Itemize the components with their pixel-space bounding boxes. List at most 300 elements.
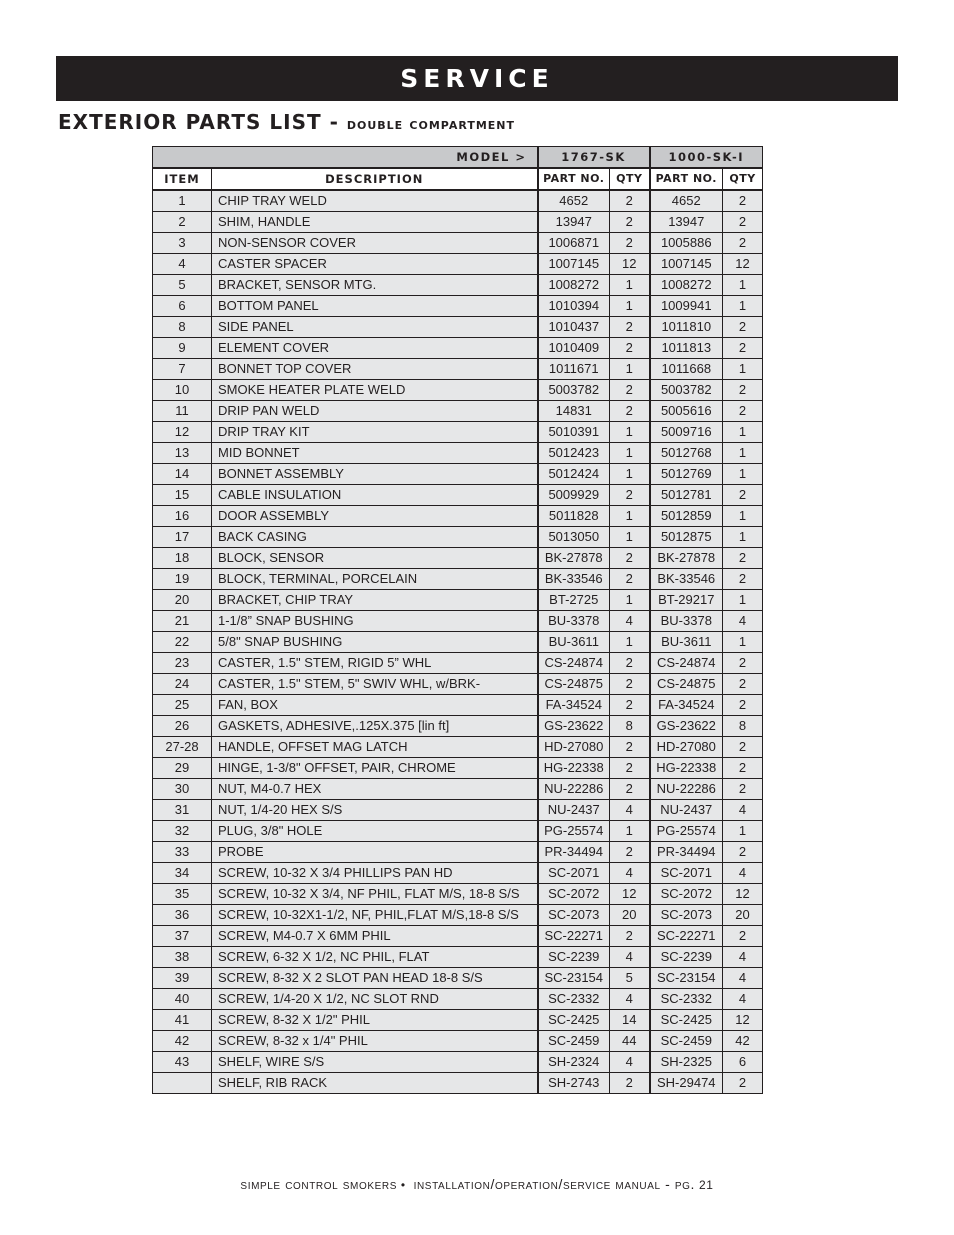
item-number: 14 (153, 464, 212, 485)
part-qty: 42 (723, 1031, 763, 1052)
column-header: QTY (723, 168, 763, 190)
part-qty: 1 (610, 359, 650, 380)
item-number: 30 (153, 779, 212, 800)
table-row (153, 884, 763, 905)
part-description: DRIP PAN WELD (212, 401, 538, 422)
table-row (153, 527, 763, 548)
part-qty: 5 (610, 968, 650, 989)
table-row (153, 779, 763, 800)
table-row (153, 464, 763, 485)
part-description: CHIP TRAY WELD (212, 190, 538, 212)
part-qty: 8 (723, 716, 763, 737)
part-number: SC-2073 (650, 905, 723, 926)
item-number: 36 (153, 905, 212, 926)
part-number: SC-2071 (650, 863, 723, 884)
part-number: SC-2459 (538, 1031, 610, 1052)
table-row (153, 632, 763, 653)
part-qty: 1 (610, 506, 650, 527)
part-qty: 2 (723, 569, 763, 590)
item-number: 13 (153, 443, 212, 464)
part-qty: 2 (610, 758, 650, 779)
column-header: QTY (610, 168, 650, 190)
part-number: SC-2239 (650, 947, 723, 968)
table-row (153, 569, 763, 590)
part-number: SH-29474 (650, 1073, 723, 1094)
part-number: NU-22286 (650, 779, 723, 800)
part-number: 1011668 (650, 359, 723, 380)
part-number: 5011828 (538, 506, 610, 527)
part-number: 1008272 (650, 275, 723, 296)
part-description: GASKETS, ADHESIVE,.125X.375 [lin ft] (212, 716, 538, 737)
part-number: PG-25574 (650, 821, 723, 842)
table-row (153, 317, 763, 338)
part-qty: 4 (610, 947, 650, 968)
footer-manual-subtitle: installation/operation/service manual - pg. (413, 1176, 696, 1192)
part-number: SC-2239 (538, 947, 610, 968)
item-number: 42 (153, 1031, 212, 1052)
part-qty: 2 (723, 317, 763, 338)
part-qty: 12 (610, 254, 650, 275)
part-qty: 1 (610, 443, 650, 464)
part-number: 1010394 (538, 296, 610, 317)
part-qty: 2 (610, 317, 650, 338)
part-qty: 2 (610, 1073, 650, 1094)
table-row (153, 443, 763, 464)
part-number: FA-34524 (538, 695, 610, 716)
part-number: 5012781 (650, 485, 723, 506)
footer-manual-title: simple control smokers (240, 1176, 397, 1192)
part-number: 1010409 (538, 338, 610, 359)
table-row (153, 590, 763, 611)
part-number: GS-23622 (538, 716, 610, 737)
item-number: 35 (153, 884, 212, 905)
parts-table-body (153, 190, 763, 1094)
part-qty: 1 (723, 590, 763, 611)
part-qty: 4 (723, 989, 763, 1010)
part-qty: 2 (610, 569, 650, 590)
part-qty: 1 (610, 821, 650, 842)
part-qty: 2 (610, 674, 650, 695)
part-description: 1-1/8” SNAP BUSHING (212, 611, 538, 632)
item-number: 11 (153, 401, 212, 422)
part-number: HG-22338 (538, 758, 610, 779)
part-description: DOOR ASSEMBLY (212, 506, 538, 527)
part-number: SC-23154 (538, 968, 610, 989)
part-description: HANDLE, OFFSET MAG LATCH (212, 737, 538, 758)
item-number: 17 (153, 527, 212, 548)
part-number: 13947 (650, 212, 723, 233)
table-row (153, 1031, 763, 1052)
table-row (153, 422, 763, 443)
part-description: SMOKE HEATER PLATE WELD (212, 380, 538, 401)
part-qty: 2 (723, 779, 763, 800)
part-qty: 2 (723, 212, 763, 233)
part-description: SCREW, 1/4-20 X 1/2, NC SLOT RND (212, 989, 538, 1010)
item-number: 29 (153, 758, 212, 779)
part-description: SHIM, HANDLE (212, 212, 538, 233)
part-qty: 4 (610, 863, 650, 884)
part-number: 5009716 (650, 422, 723, 443)
part-qty: 12 (610, 884, 650, 905)
part-qty: 2 (610, 779, 650, 800)
item-number: 26 (153, 716, 212, 737)
item-number: 6 (153, 296, 212, 317)
part-qty: 4 (610, 611, 650, 632)
item-number: 41 (153, 1010, 212, 1031)
part-number: CS-24874 (538, 653, 610, 674)
section-title (58, 110, 515, 134)
part-number: SC-2071 (538, 863, 610, 884)
part-number: BK-27878 (650, 548, 723, 569)
model-label: MODEL > (153, 147, 538, 169)
part-number: 5012768 (650, 443, 723, 464)
part-qty: 12 (723, 1010, 763, 1031)
part-number: 5012859 (650, 506, 723, 527)
part-number: FA-34524 (650, 695, 723, 716)
part-number: BK-27878 (538, 548, 610, 569)
part-qty: 20 (723, 905, 763, 926)
item-number: 37 (153, 926, 212, 947)
part-description: SCREW, 8-32 x 1/4" PHIL (212, 1031, 538, 1052)
parts-table (152, 146, 763, 1094)
item-number: 2 (153, 212, 212, 233)
part-description: CASTER, 1.5" STEM, RIGID 5” WHL (212, 653, 538, 674)
part-number: SC-2072 (538, 884, 610, 905)
part-qty: 2 (610, 485, 650, 506)
part-number: CS-24875 (650, 674, 723, 695)
part-number: BK-33546 (538, 569, 610, 590)
item-number: 16 (153, 506, 212, 527)
part-qty: 2 (723, 233, 763, 254)
part-number: BU-3378 (650, 611, 723, 632)
part-qty: 2 (723, 338, 763, 359)
part-number: 5012875 (650, 527, 723, 548)
table-row (153, 905, 763, 926)
part-number: SC-2425 (538, 1010, 610, 1031)
item-number: 18 (153, 548, 212, 569)
part-number: NU-2437 (650, 800, 723, 821)
part-qty: 2 (610, 380, 650, 401)
table-row (153, 1073, 763, 1094)
model-name: 1767-SK (538, 147, 650, 169)
part-qty: 12 (723, 884, 763, 905)
part-qty: 1 (723, 506, 763, 527)
part-qty: 14 (610, 1010, 650, 1031)
part-description: ELEMENT COVER (212, 338, 538, 359)
part-description: MID BONNET (212, 443, 538, 464)
table-row (153, 863, 763, 884)
column-header: DESCRIPTION (212, 168, 538, 190)
part-description: BONNET ASSEMBLY (212, 464, 538, 485)
part-qty: 2 (610, 212, 650, 233)
item-number: 22 (153, 632, 212, 653)
part-qty: 2 (723, 653, 763, 674)
table-row (153, 653, 763, 674)
part-number: 1011813 (650, 338, 723, 359)
table-row (153, 947, 763, 968)
part-qty: 12 (723, 254, 763, 275)
part-number: 1009941 (650, 296, 723, 317)
item-number: 38 (153, 947, 212, 968)
item-number: 19 (153, 569, 212, 590)
part-qty: 4 (723, 863, 763, 884)
table-row (153, 212, 763, 233)
part-number: 4652 (650, 190, 723, 212)
part-number: SC-2332 (538, 989, 610, 1010)
page-footer (0, 1176, 954, 1192)
part-description: SCREW, 6-32 X 1/2, NC PHIL, FLAT (212, 947, 538, 968)
part-qty: 2 (610, 653, 650, 674)
part-description: BOTTOM PANEL (212, 296, 538, 317)
banner-title: SERVICE (400, 64, 554, 93)
part-description: SCREW, 10-32X1-1/2, NF, PHIL,FLAT M/S,18-8 S/S (212, 905, 538, 926)
part-number: NU-22286 (538, 779, 610, 800)
part-number: 5012769 (650, 464, 723, 485)
part-number: BK-33546 (650, 569, 723, 590)
part-number: SC-2459 (650, 1031, 723, 1052)
part-number: 14831 (538, 401, 610, 422)
part-qty: 1 (610, 275, 650, 296)
part-description: CASTER, 1.5" STEM, 5" SWIV WHL, w/BRK- (212, 674, 538, 695)
part-number: BU-3378 (538, 611, 610, 632)
item-number: 20 (153, 590, 212, 611)
column-header: PART NO. (538, 168, 610, 190)
part-number: BT-29217 (650, 590, 723, 611)
part-qty: 1 (723, 821, 763, 842)
part-qty: 2 (723, 674, 763, 695)
part-number: CS-24875 (538, 674, 610, 695)
table-row (153, 380, 763, 401)
part-qty: 4 (610, 800, 650, 821)
table-row (153, 254, 763, 275)
item-number: 12 (153, 422, 212, 443)
item-number (153, 1073, 212, 1094)
part-description: PLUG, 3/8" HOLE (212, 821, 538, 842)
item-number: 10 (153, 380, 212, 401)
item-number: 7 (153, 359, 212, 380)
section-title-sub: double compartment (346, 115, 516, 133)
page-banner (56, 56, 898, 101)
table-row (153, 190, 763, 212)
part-number: PG-25574 (538, 821, 610, 842)
column-header: ITEM (153, 168, 212, 190)
part-qty: 2 (610, 926, 650, 947)
part-qty: 44 (610, 1031, 650, 1052)
part-description: BLOCK, SENSOR (212, 548, 538, 569)
part-qty: 2 (723, 926, 763, 947)
part-number: 1005886 (650, 233, 723, 254)
table-row (153, 716, 763, 737)
item-number: 24 (153, 674, 212, 695)
part-qty: 2 (723, 401, 763, 422)
part-number: CS-24874 (650, 653, 723, 674)
part-number: 5003782 (650, 380, 723, 401)
column-header-row (153, 168, 763, 190)
part-number: 1010437 (538, 317, 610, 338)
part-qty: 2 (723, 485, 763, 506)
part-qty: 1 (723, 464, 763, 485)
part-description: CABLE INSULATION (212, 485, 538, 506)
part-description: NUT, 1/4-20 HEX S/S (212, 800, 538, 821)
part-description: CASTER SPACER (212, 254, 538, 275)
part-number: 5009929 (538, 485, 610, 506)
item-number: 5 (153, 275, 212, 296)
table-row (153, 296, 763, 317)
part-number: SC-2425 (650, 1010, 723, 1031)
item-number: 27-28 (153, 737, 212, 758)
part-qty: 2 (723, 758, 763, 779)
table-row (153, 1052, 763, 1073)
part-number: SH-2325 (650, 1052, 723, 1073)
model-header-row (153, 147, 763, 169)
table-row (153, 233, 763, 254)
part-qty: 6 (723, 1052, 763, 1073)
part-qty: 2 (723, 380, 763, 401)
part-qty: 1 (610, 632, 650, 653)
part-number: BU-3611 (650, 632, 723, 653)
item-number: 39 (153, 968, 212, 989)
footer-bullet: • (400, 1178, 406, 1192)
item-number: 15 (153, 485, 212, 506)
item-number: 1 (153, 190, 212, 212)
item-number: 25 (153, 695, 212, 716)
part-qty: 1 (723, 527, 763, 548)
part-description: SHELF, WIRE S/S (212, 1052, 538, 1073)
part-qty: 4 (610, 989, 650, 1010)
part-description: SHELF, RIB RACK (212, 1073, 538, 1094)
part-number: 5003782 (538, 380, 610, 401)
table-row (153, 800, 763, 821)
part-number: 1008272 (538, 275, 610, 296)
part-number: 1007145 (538, 254, 610, 275)
section-title-main: EXTERIOR PARTS LIST - (58, 110, 347, 134)
part-qty: 2 (723, 190, 763, 212)
part-qty: 2 (610, 695, 650, 716)
part-description: BACK CASING (212, 527, 538, 548)
part-qty: 2 (610, 233, 650, 254)
part-number: SC-2332 (650, 989, 723, 1010)
table-row (153, 821, 763, 842)
part-qty: 4 (723, 968, 763, 989)
part-number: HD-27080 (650, 737, 723, 758)
item-number: 33 (153, 842, 212, 863)
part-number: 5005616 (650, 401, 723, 422)
table-row (153, 737, 763, 758)
part-description: DRIP TRAY KIT (212, 422, 538, 443)
item-number: 21 (153, 611, 212, 632)
part-description: BONNET TOP COVER (212, 359, 538, 380)
part-number: 1006871 (538, 233, 610, 254)
part-description: BLOCK, TERMINAL, PORCELAIN (212, 569, 538, 590)
part-number: 5013050 (538, 527, 610, 548)
part-qty: 1 (610, 296, 650, 317)
part-number: 1011810 (650, 317, 723, 338)
item-number: 32 (153, 821, 212, 842)
table-row (153, 548, 763, 569)
part-qty: 1 (610, 422, 650, 443)
part-number: 1011671 (538, 359, 610, 380)
part-number: PR-34494 (538, 842, 610, 863)
part-qty: 1 (610, 527, 650, 548)
part-qty: 2 (610, 190, 650, 212)
part-qty: 4 (723, 947, 763, 968)
part-number: 5012423 (538, 443, 610, 464)
part-number: SC-22271 (538, 926, 610, 947)
part-qty: 2 (723, 1073, 763, 1094)
table-row (153, 611, 763, 632)
part-number: SH-2324 (538, 1052, 610, 1073)
part-qty: 1 (723, 359, 763, 380)
model-name: 1000-SK-I (650, 147, 763, 169)
part-qty: 2 (723, 548, 763, 569)
part-description: HINGE, 1-3/8" OFFSET, PAIR, CHROME (212, 758, 538, 779)
part-number: HD-27080 (538, 737, 610, 758)
part-qty: 8 (610, 716, 650, 737)
part-description: SCREW, 8-32 X 1/2" PHIL (212, 1010, 538, 1031)
part-number: 13947 (538, 212, 610, 233)
part-description: SCREW, 8-32 X 2 SLOT PAN HEAD 18-8 S/S (212, 968, 538, 989)
part-qty: 1 (723, 296, 763, 317)
part-qty: 2 (723, 842, 763, 863)
item-number: 43 (153, 1052, 212, 1073)
table-row (153, 695, 763, 716)
part-qty: 2 (723, 737, 763, 758)
part-qty: 1 (723, 443, 763, 464)
item-number: 31 (153, 800, 212, 821)
part-number: BT-2725 (538, 590, 610, 611)
part-number: SC-2072 (650, 884, 723, 905)
part-qty: 1 (610, 590, 650, 611)
part-qty: 1 (723, 422, 763, 443)
part-description: BRACKET, CHIP TRAY (212, 590, 538, 611)
part-number: 5010391 (538, 422, 610, 443)
item-number: 3 (153, 233, 212, 254)
part-description: NUT, M4-0.7 HEX (212, 779, 538, 800)
part-number: SC-22271 (650, 926, 723, 947)
table-row (153, 506, 763, 527)
part-number: SC-2073 (538, 905, 610, 926)
part-number: 1007145 (650, 254, 723, 275)
part-qty: 2 (610, 737, 650, 758)
part-qty: 20 (610, 905, 650, 926)
item-number: 4 (153, 254, 212, 275)
part-description: PROBE (212, 842, 538, 863)
part-qty: 4 (610, 1052, 650, 1073)
part-description: 5/8" SNAP BUSHING (212, 632, 538, 653)
part-number: BU-3611 (538, 632, 610, 653)
part-number: SC-23154 (650, 968, 723, 989)
table-row (153, 1010, 763, 1031)
part-number: NU-2437 (538, 800, 610, 821)
table-row (153, 674, 763, 695)
table-row (153, 275, 763, 296)
part-qty: 1 (723, 632, 763, 653)
table-row (153, 842, 763, 863)
part-description: BRACKET, SENSOR MTG. (212, 275, 538, 296)
part-description: NON-SENSOR COVER (212, 233, 538, 254)
part-qty: 2 (610, 548, 650, 569)
part-qty: 2 (610, 842, 650, 863)
part-number: PR-34494 (650, 842, 723, 863)
part-description: SIDE PANEL (212, 317, 538, 338)
part-qty: 2 (723, 695, 763, 716)
part-description: FAN, BOX (212, 695, 538, 716)
table-row (153, 485, 763, 506)
table-row (153, 758, 763, 779)
part-number: GS-23622 (650, 716, 723, 737)
table-row (153, 968, 763, 989)
part-qty: 4 (723, 611, 763, 632)
